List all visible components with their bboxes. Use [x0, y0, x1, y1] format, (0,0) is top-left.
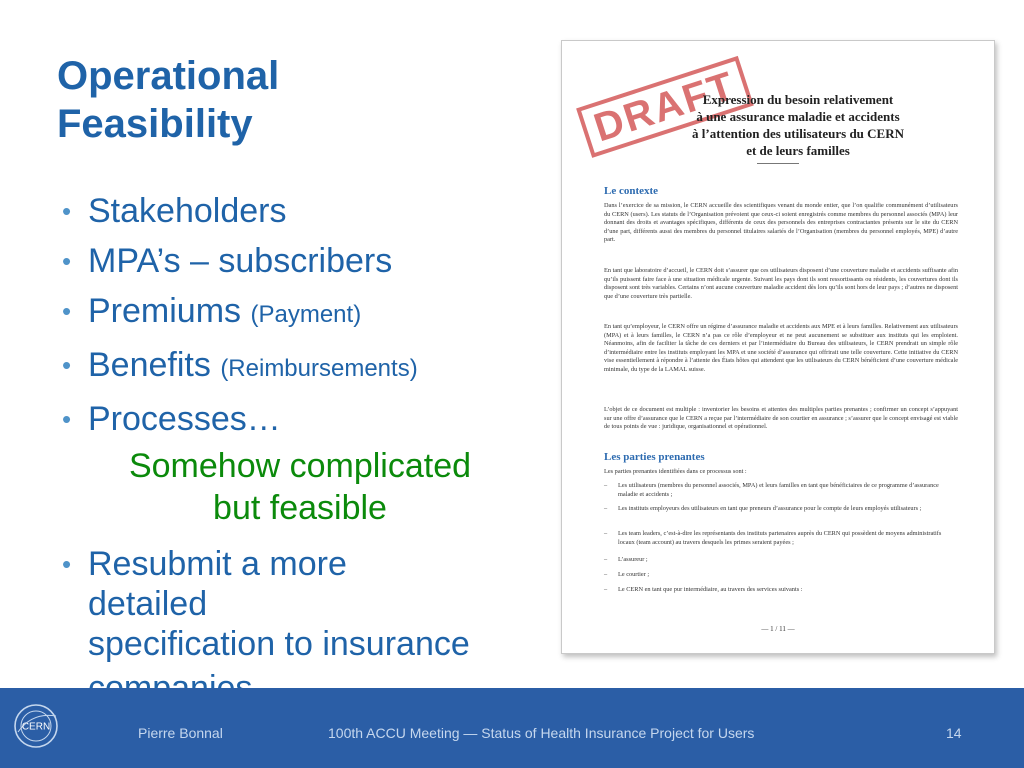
document-title-rule: [757, 163, 799, 164]
cern-logo: [12, 702, 60, 750]
bullet-dot-icon: •: [62, 296, 72, 326]
document-list-item: [604, 556, 958, 565]
document-title-line: à l’attention des utilisateurs du CERN: [692, 126, 904, 141]
note-line2: but feasible: [213, 489, 387, 527]
document-list-text: Le CERN en tant que pur intermédiaire, au travers des services suivants :: [618, 586, 803, 593]
bullet-dot-icon: •: [62, 350, 72, 380]
bullet-item-stakeholders: [62, 186, 542, 236]
footer-page-number: 14: [946, 725, 962, 741]
document-list-text: Le courtier ;: [618, 571, 650, 578]
document-list-item: [604, 505, 958, 514]
document-paragraph: En tant que laboratoire d’accueil, le CERN doit s’assurer que ces utilisateurs disposent d’une couverture maladie et accidents suffisante afin qu’ils puissent faire face à une situation médicale urgente. Suivant les pays dont ils sont ressortissants ou résidents, les couvertures dont ils disposent sont très variables. Certains n’ont aucune couverture maladie accident dès lors qu’ils sont hors de leur pays ; d’autres ne disposent que d’une couverture très partielle.: [604, 267, 958, 300]
draft-stamp: DRAFT: [576, 56, 753, 158]
bullet-item-mpas: [62, 236, 542, 286]
document-page-number: — 1 / 11 —: [761, 625, 795, 633]
bullet-subtext: (Payment): [250, 301, 362, 328]
document-list-item: [604, 530, 958, 547]
document-list-text: Les instituts employeurs des utilisateurs en tant que preneurs d’assurance pour le compte de leurs employés utilisateurs ;: [618, 505, 922, 512]
document-list-item: [604, 482, 958, 499]
document-list-text: Les team leaders, c’est-à-dire les représentants des instituts partenaires auprès du CERN qui possèdent de moyens administratifs locaux (team account) au travers desquels les primes seraient payées ;: [618, 530, 942, 546]
dash-icon: –: [604, 556, 608, 563]
document-list-item: [604, 586, 958, 595]
document-title-line: à une assurance maladie et accidents: [696, 109, 900, 124]
document-list-text: Les utilisateurs (membres du personnel associés, MPA) et leurs familles en tant que bénéficiaires de ce programme d’assurance maladie et accidents ;: [618, 482, 939, 498]
bullet-text: Processes…: [88, 400, 281, 438]
document-title-line: et de leurs familles: [746, 143, 850, 158]
bullet-item-premiums: [62, 286, 542, 340]
slide-title-line2: Feasibility: [57, 102, 253, 146]
bullet-dot-icon: •: [62, 246, 72, 276]
bullet-dot-icon: •: [62, 196, 72, 226]
slide-title-line1: Operational: [57, 54, 280, 98]
feasibility-note: [90, 445, 510, 529]
bullet-list: [62, 186, 542, 444]
dash-icon: –: [604, 505, 608, 512]
document-list-text: L’assureur ;: [618, 556, 648, 563]
dash-icon: –: [604, 530, 608, 537]
document-list-item: [604, 571, 958, 580]
resubmit-line1: Resubmit a more: [88, 545, 347, 583]
slide-footer: [0, 688, 1024, 768]
bullet-item-resubmit: [62, 544, 542, 664]
document-paragraph: Les parties prenantes identifiées dans ce processus sont :: [604, 468, 747, 475]
document-paragraph: L’objet de ce document est multiple : inventorier les besoins et attentes des multiples parties prenantes ; confirmer un concept s’appuyant sur une offre d’assurance que le CERN a reçue par l’intermédiaire de son courtier en assurance ; s’assurer que le concept envisagé est viable de tous points de vue : juridique, organisationnel et opérationnel.: [604, 406, 958, 431]
document-title-line: Expression du besoin relativement: [702, 92, 894, 107]
dash-icon: –: [604, 482, 608, 489]
note-line1: Somehow complicated: [128, 447, 472, 485]
document-paragraph: En tant qu’employeur, le CERN offre un régime d’assurance maladie et accidents aux MPE et à leurs familles. Relativement aux utilisateurs (MPA) et à leurs familles, le CERN n’a pas ce rôle d’employeur et ne peut aucunement se substituer aux instituts qui les emploient. Néanmoins, afin de faciliter la tâche de ces derniers et par l’intermédiaire du Bureau des utilisateurs, le CERN prendrait un simple rôle d’intermédiaire entre les instituts employant les MPA et une société d’assurance qui offrirait une telle couverture. Cette initiative du CERN vise essentiellement à répondre à l’attente des États hôtes qui attendent que les utilisateurs du CERN bénéficient d’une couverture médicale minimale, du type de la LAMAL suisse.: [604, 323, 958, 373]
cern-logo-text: CERN: [21, 721, 51, 733]
document-heading-stakeholders: Les parties prenantes: [604, 451, 705, 463]
document-paragraph: Dans l’exercice de sa mission, le CERN accueille des scientifiques venant du monde entier, que l’on qualifie communément d’utilisateurs du CERN (users). Les statuts de l’Organisation prévoient que ceux-ci soient enregistrés comme membres du personnel associés (MPA) leur donnant des droits et avantages spécifiques, différents de ceux des personnels des entreprises contractantes présents sur le site du CERN d’une part, différents aussi des membres du personnel titulaires salariés de l’Organisation (membres du personnel employés, MPE) d’autre part.: [604, 202, 958, 244]
bullet-dot-icon: •: [62, 549, 72, 579]
resubmit-line2: detailed: [88, 585, 208, 623]
bullet-text: Stakeholders: [88, 192, 287, 230]
dash-icon: –: [604, 571, 608, 578]
bullet-subtext: (Reimbursements): [220, 355, 418, 382]
dash-icon: –: [604, 586, 608, 593]
bullet-text: MPA’s – subscribers: [88, 242, 393, 280]
footer-author: Pierre Bonnal: [138, 725, 223, 741]
draft-document-image: [561, 40, 995, 654]
bullet-item-processes: [62, 394, 542, 444]
bullet-list-last: [62, 538, 542, 664]
resubmit-line3: specification to insurance: [88, 625, 470, 663]
bullet-text: Premiums: [88, 292, 242, 330]
bullet-item-benefits: [62, 340, 542, 394]
bullet-dot-icon: •: [62, 404, 72, 434]
bullet-text: Benefits: [88, 346, 211, 384]
footer-meeting: 100th ACCU Meeting — Status of Health Insurance Project for Users: [328, 725, 755, 741]
document-heading-context: Le contexte: [604, 185, 659, 197]
slide-title: [57, 52, 377, 148]
document-title: [648, 91, 948, 159]
